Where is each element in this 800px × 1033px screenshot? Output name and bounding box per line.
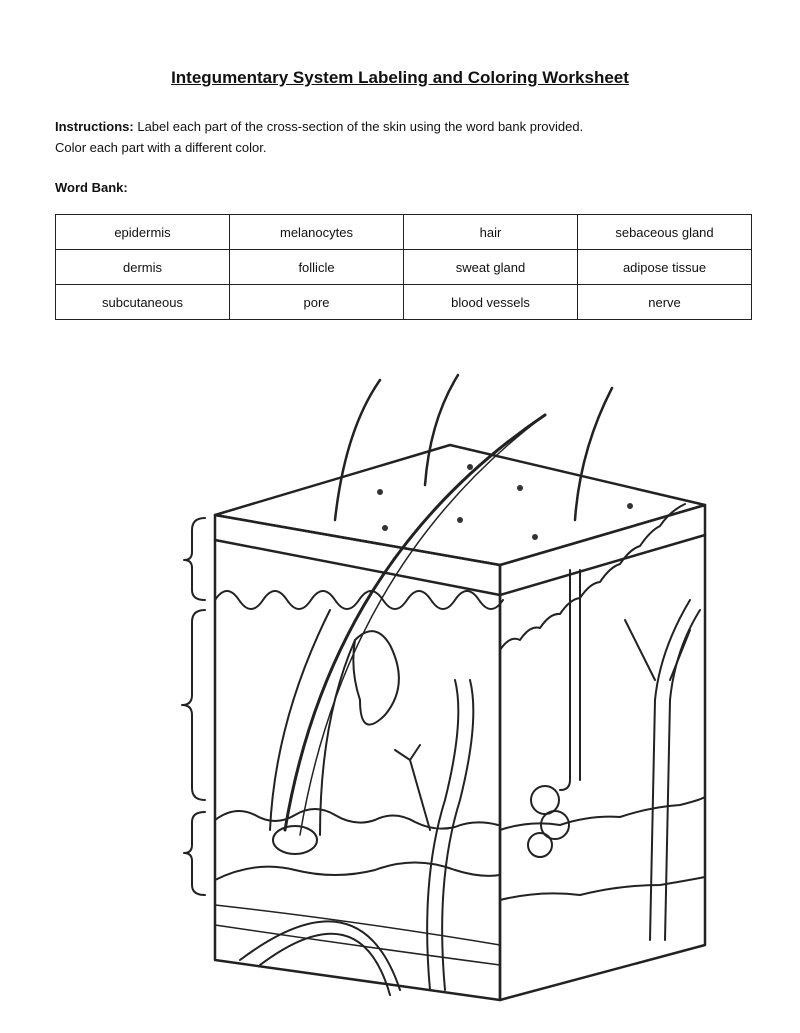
instructions-line2: Color each part with a different color. (55, 140, 267, 155)
layer-braces (182, 518, 205, 895)
sebaceous-gland (353, 631, 399, 725)
hair-bulb (273, 826, 317, 854)
word-cell: sebaceous gland (578, 215, 752, 250)
epidermis-boundary (215, 591, 503, 609)
word-cell: subcutaneous (56, 285, 230, 320)
instructions-text: Label each part of the cross-section of the skin using the word bank provided. (133, 119, 584, 134)
word-cell: epidermis (56, 215, 230, 250)
word-cell: melanocytes (230, 215, 404, 250)
word-cell: blood vessels (404, 285, 578, 320)
worksheet-title: Integumentary System Labeling and Coloring Worksheet (171, 68, 629, 87)
word-cell: hair (404, 215, 578, 250)
word-cell: dermis (56, 250, 230, 285)
skin-block (215, 445, 705, 1000)
word-cell: nerve (578, 285, 752, 320)
instructions-label: Instructions: (55, 119, 134, 134)
word-cell: pore (230, 285, 404, 320)
hair-strands (285, 375, 612, 835)
sweat-gland (528, 570, 580, 857)
word-bank-label: Word Bank: (55, 180, 128, 195)
word-cell: sweat gland (404, 250, 578, 285)
blood-vessels (240, 600, 700, 995)
word-cell: adipose tissue (578, 250, 752, 285)
word-cell: follicle (230, 250, 404, 285)
